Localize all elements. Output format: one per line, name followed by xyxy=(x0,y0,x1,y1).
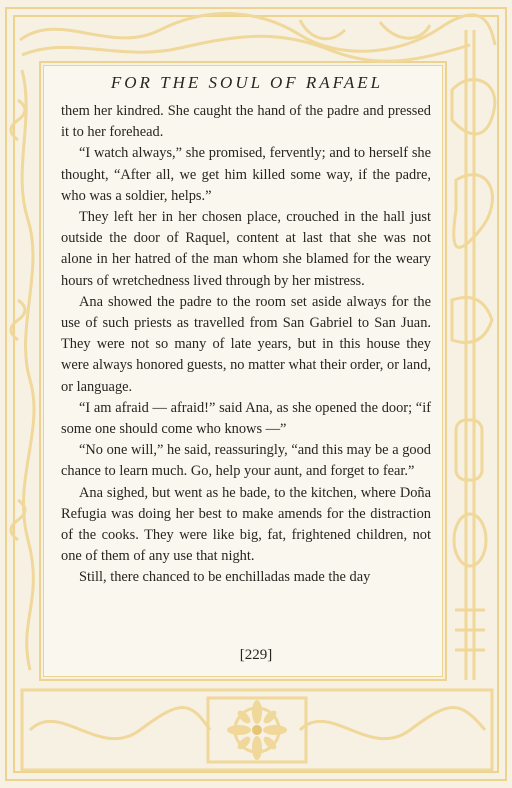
paragraph: them her kindred. She caught the hand of the padre and pressed it to her forehead. xyxy=(61,103,431,141)
paragraph: “I watch always,” she promised, fervently; and to herself she thought, “After all, we get him killed some way, if the padre, who was a soldier, helps.” xyxy=(61,145,431,204)
body-text xyxy=(61,101,431,589)
running-head: FOR THE SOUL OF RAFAEL xyxy=(110,73,384,92)
paragraph: Ana sighed, but went as he bade, to the kitchen, where Doña Refugia was doing her best to make amends for the distraction of the cooks. They were like big, fat, frightened children, not one of them of any use that night. xyxy=(61,484,431,565)
paragraph: Still, there chanced to be enchilladas made the day xyxy=(79,569,371,586)
paragraph: Ana showed the padre to the room set aside always for the use of such priests as travelled from San Gabriel to San Juan. They were not so many of late years, but in this house they were always honored guests, no matter what their order, or land, or language. xyxy=(61,293,431,395)
paragraph: “No one will,” he said, reassuringly, “and this may be a good chance to learn much. Go, help your aunt, and forget to fear.” xyxy=(61,442,431,480)
paragraph: “I am afraid — afraid!” said Ana, as she opened the door; “if some one should come who knows —” xyxy=(61,399,431,438)
paragraph: They left her in her chosen place, crouched in the hall just outside the door of Raquel, content at last that she was not alone in her hatred of the man whom she blamed for the weary hours of wretchedness lived through by her mistress. xyxy=(61,209,431,289)
page-number: [229] xyxy=(239,647,273,663)
